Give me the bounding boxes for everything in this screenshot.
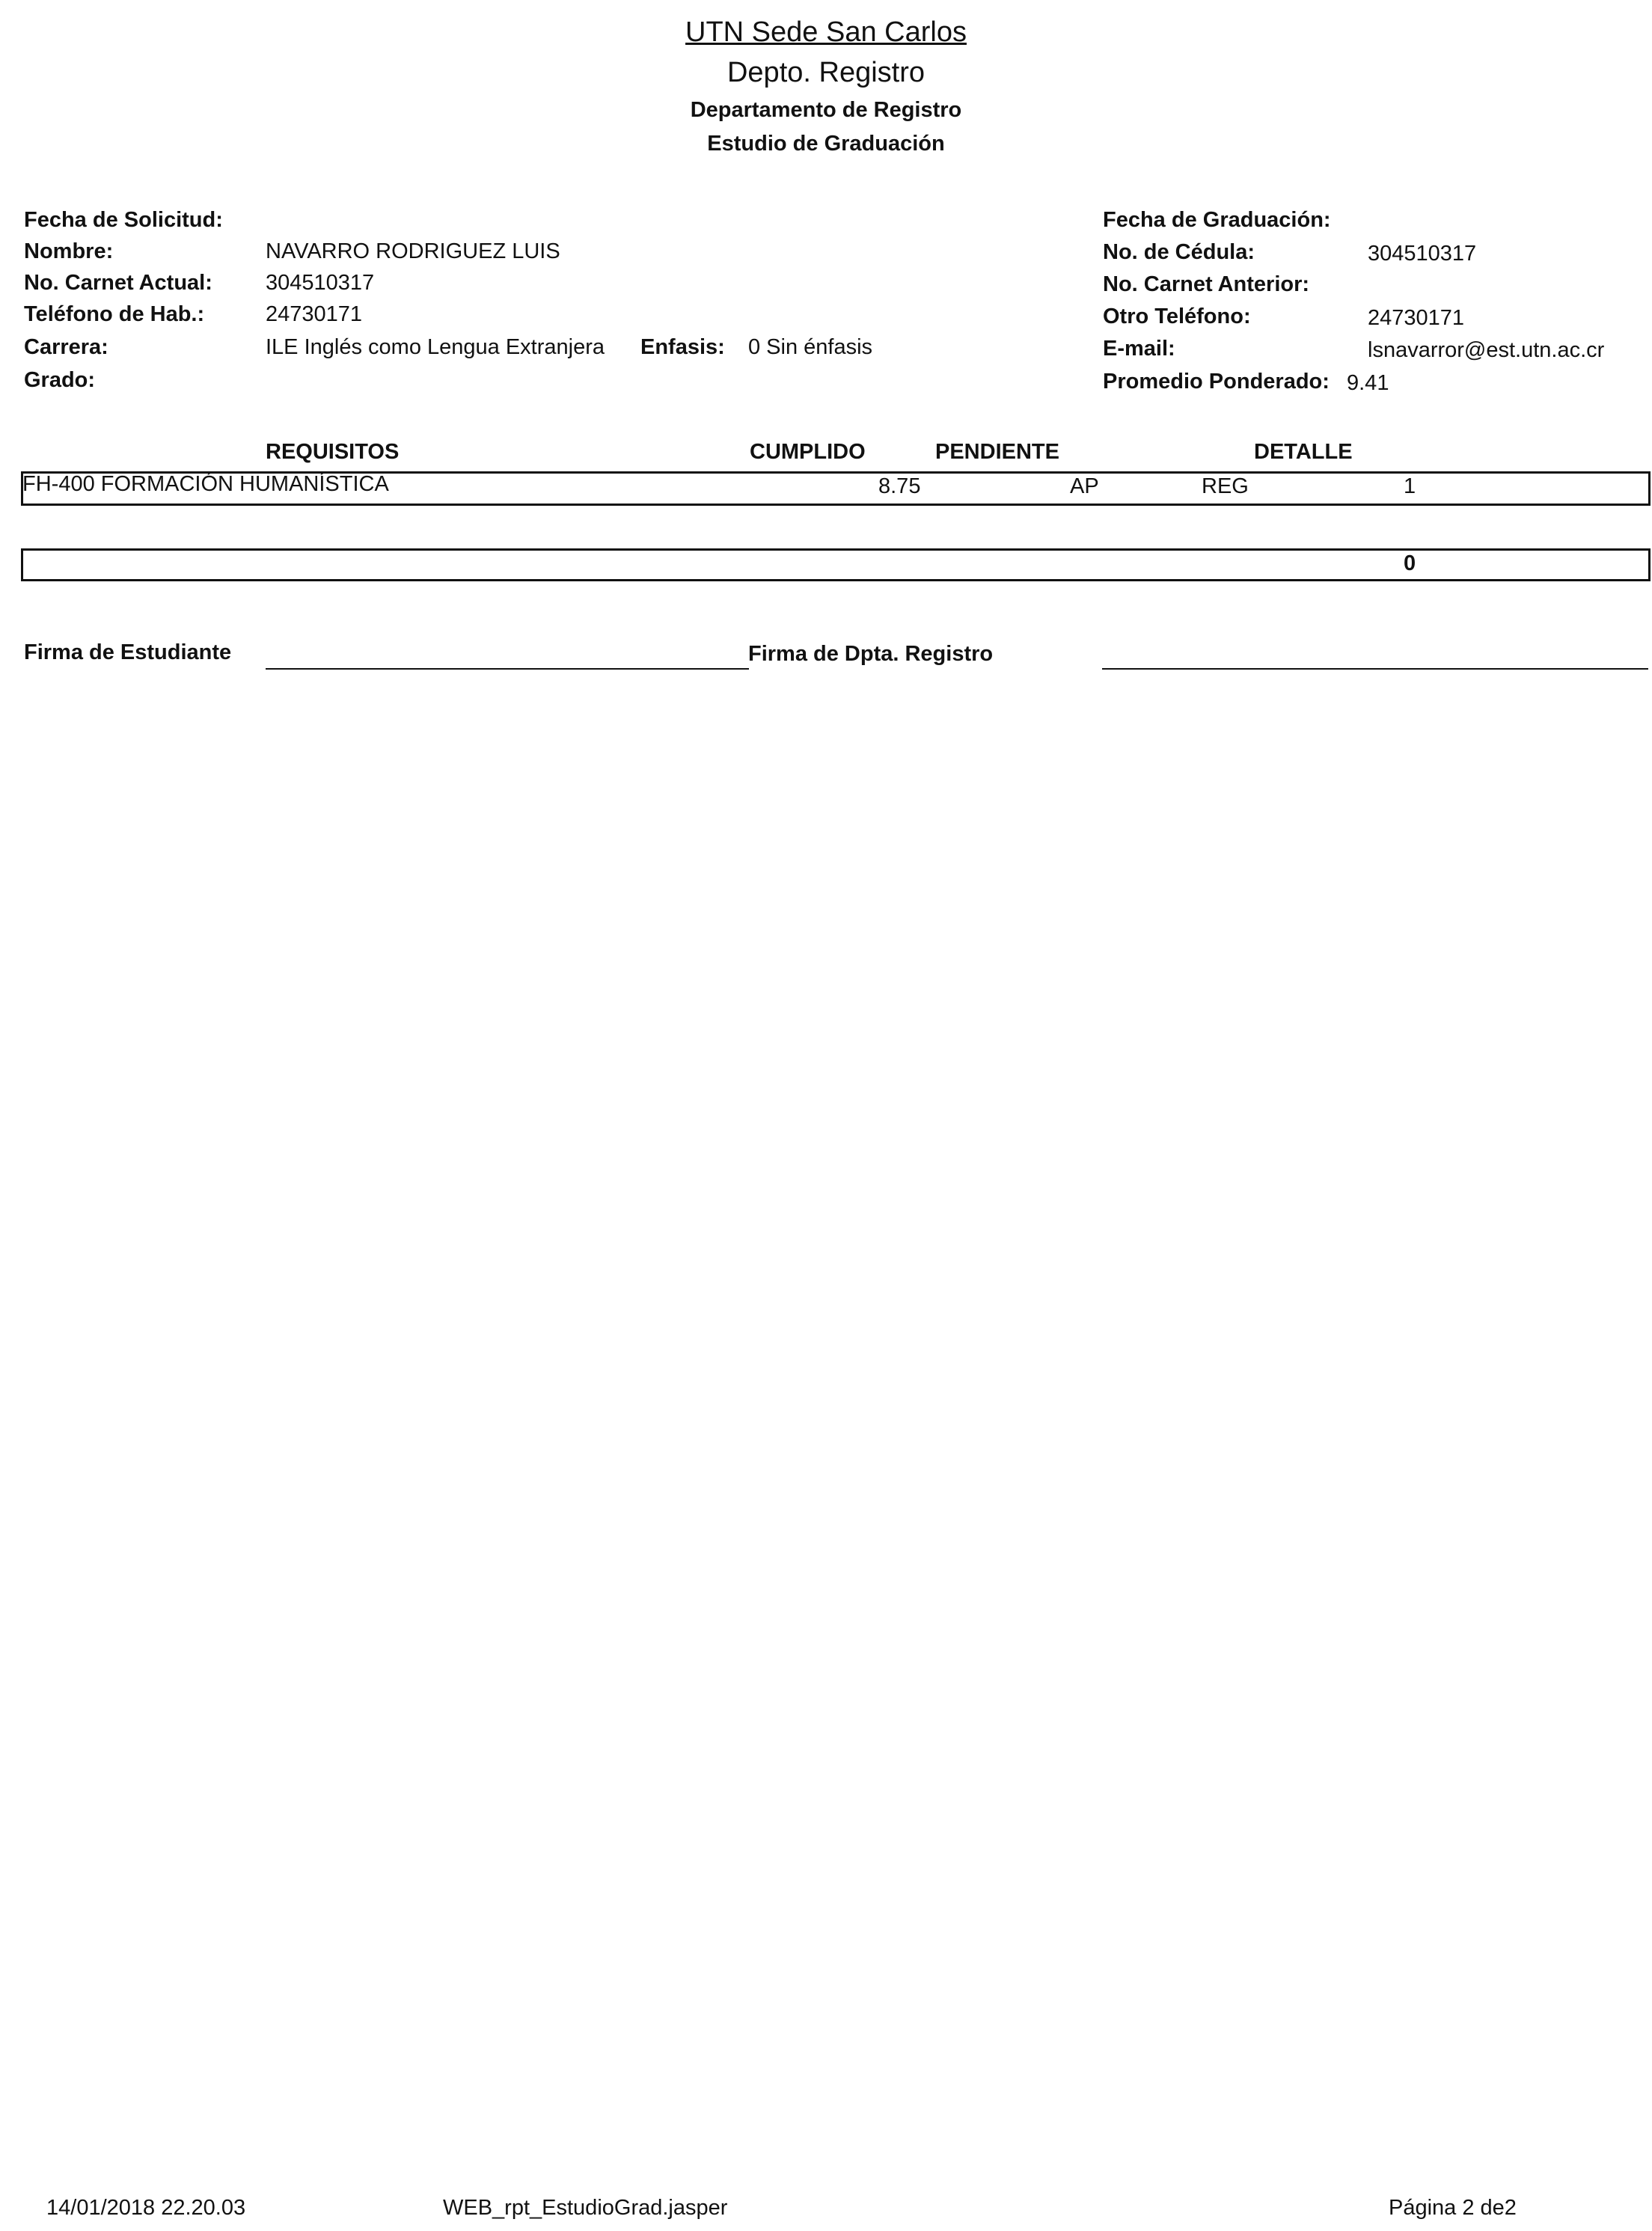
fecha-solicitud-label: Fecha de Solicitud: xyxy=(24,208,223,232)
email-value: lsnavarror@est.utn.ac.cr xyxy=(1368,338,1605,362)
footer-report-name: WEB_rpt_EstudioGrad.jasper xyxy=(443,2196,728,2220)
otro-telefono-label: Otro Teléfono: xyxy=(1103,304,1251,328)
institution-title: UTN Sede San Carlos xyxy=(685,16,967,48)
carnet-actual-label: No. Carnet Actual: xyxy=(24,271,212,295)
requisito-count: 1 xyxy=(1404,474,1416,498)
report-title: Estudio de Graduación xyxy=(707,132,945,156)
header-detalle: DETALLE xyxy=(1254,440,1353,464)
grado-label: Grado: xyxy=(24,368,96,392)
nombre-label: Nombre: xyxy=(24,239,114,263)
header-pendiente: PENDIENTE xyxy=(935,440,1059,464)
firma-registro-line xyxy=(1102,668,1648,670)
department-title: Depto. Registro xyxy=(726,57,925,88)
telefono-hab-label: Teléfono de Hab.: xyxy=(24,302,205,326)
header-requisitos: REQUISITOS xyxy=(266,440,400,464)
enfasis-value: 0 Sin énfasis xyxy=(748,335,873,359)
promedio-value: 9.41 xyxy=(1347,371,1389,395)
carrera-label: Carrera: xyxy=(24,335,108,359)
promedio-label: Promedio Ponderado: xyxy=(1103,370,1330,394)
email-label: E-mail: xyxy=(1103,337,1175,361)
department-subtitle: Departamento de Registro xyxy=(690,98,962,122)
requisito-nota: 8.75 xyxy=(878,474,921,498)
carrera-value: ILE Inglés como Lengua Extranjera xyxy=(266,335,605,359)
footer-timestamp: 14/01/2018 22.20.03 xyxy=(46,2196,246,2220)
cedula-value: 304510317 xyxy=(1368,242,1477,266)
carnet-actual-value: 304510317 xyxy=(266,271,375,295)
footer-page-number: Página 2 de2 xyxy=(1389,2196,1517,2220)
total-value: 0 xyxy=(1404,551,1416,575)
requisito-estado: AP xyxy=(1070,474,1099,498)
header-cumplido: CUMPLIDO xyxy=(750,440,866,464)
requisito-name: FH-400 FORMACIÓN HUMANÍSTICA xyxy=(22,472,389,496)
telefono-hab-value: 24730171 xyxy=(266,302,363,326)
enfasis-label: Enfasis: xyxy=(640,335,725,359)
firma-registro-label: Firma de Dpta. Registro xyxy=(748,642,994,666)
fecha-graduacion-label: Fecha de Graduación: xyxy=(1103,208,1331,232)
cedula-label: No. de Cédula: xyxy=(1103,240,1255,264)
otro-telefono-value: 24730171 xyxy=(1368,306,1465,330)
firma-estudiante-line xyxy=(266,668,749,670)
requisito-tipo: REG xyxy=(1202,474,1249,498)
nombre-value: NAVARRO RODRIGUEZ LUIS xyxy=(266,239,560,263)
carnet-anterior-label: No. Carnet Anterior: xyxy=(1103,272,1310,296)
firma-estudiante-label: Firma de Estudiante xyxy=(24,640,232,664)
